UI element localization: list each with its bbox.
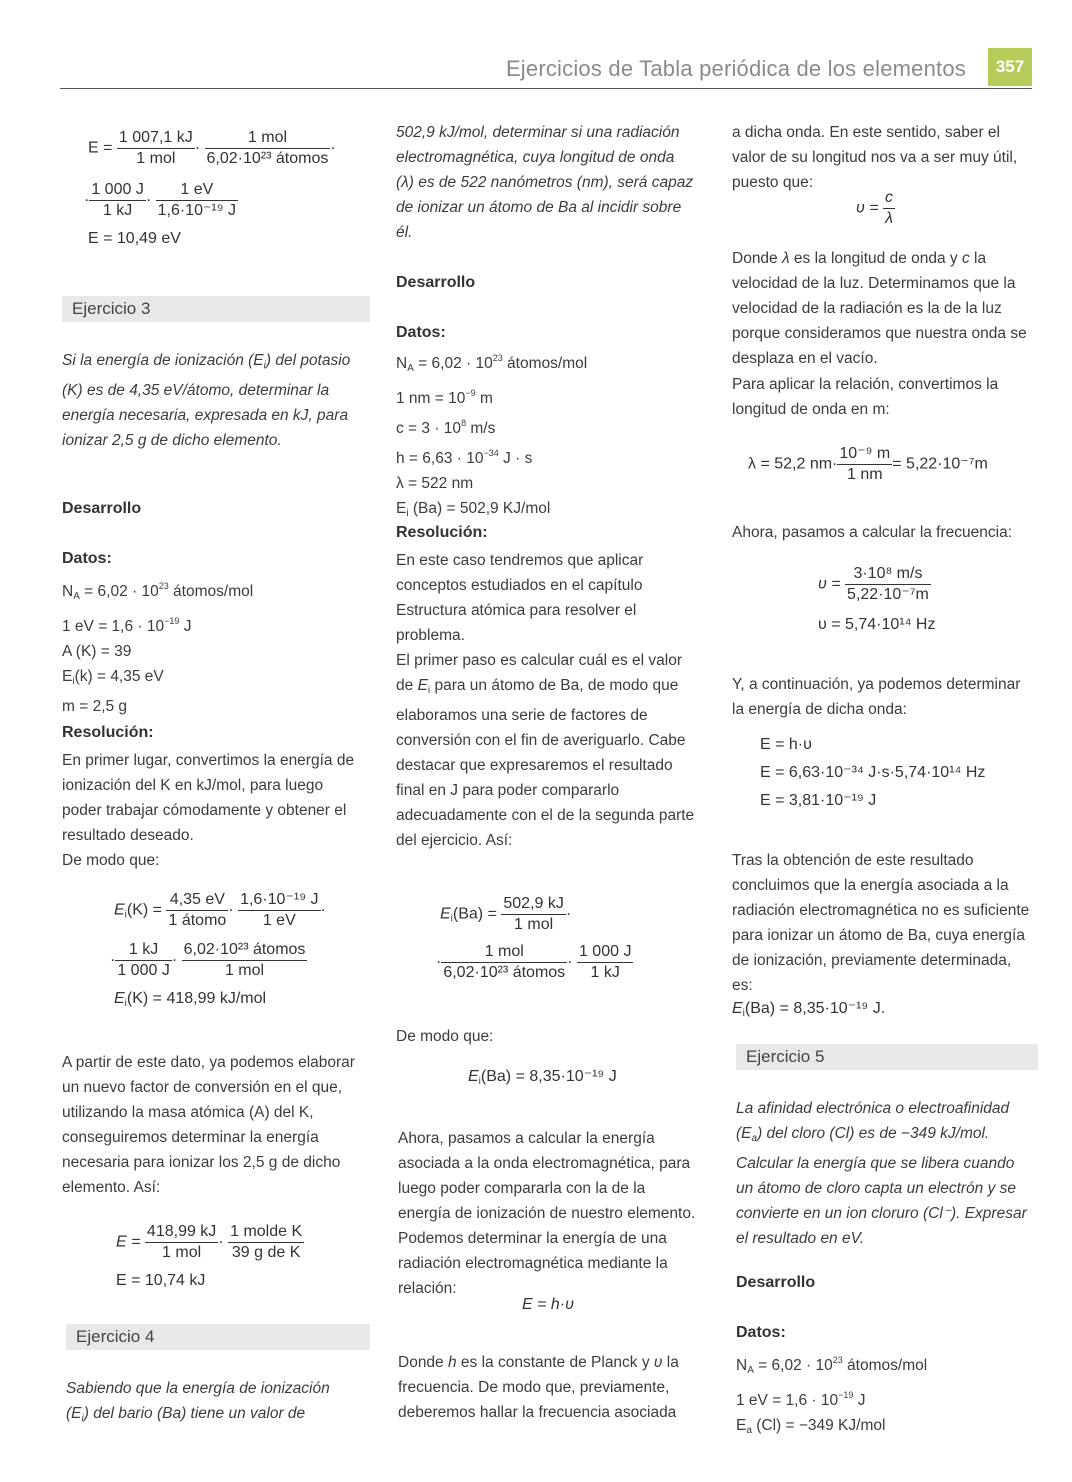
resolucion-heading: Resolución: bbox=[62, 724, 154, 741]
fraction bbox=[156, 180, 238, 221]
subscript: i bbox=[478, 1076, 481, 1087]
subscript: a bbox=[751, 1133, 758, 1144]
eq-c3-ei-final bbox=[732, 998, 885, 1019]
subscript: i bbox=[124, 998, 127, 1009]
text: = 6,02 · 10 bbox=[753, 1357, 833, 1374]
datos-heading-3: Datos: bbox=[736, 1324, 786, 1341]
subscript: i bbox=[81, 1413, 84, 1424]
text: (Ba) = 8,35·10⁻¹⁹ J bbox=[480, 1068, 617, 1085]
datos-heading-2: Datos: bbox=[396, 324, 446, 341]
paragraph-donde-lambda bbox=[732, 246, 1032, 371]
eq-c2-ei-line2: · $\frac{\text{1 mol}}{\text{6,02·10²³ átomos}}$ · $\frac{1 000 J}{1 kJ}$ bbox=[436, 943, 632, 981]
numerator: c bbox=[883, 188, 895, 209]
text: (Ba) = 502,9 KJ/mol bbox=[408, 500, 551, 517]
text: m/s bbox=[466, 420, 496, 437]
denominator: λ bbox=[885, 210, 893, 227]
subscript: A bbox=[407, 363, 414, 374]
text: E bbox=[732, 1000, 743, 1017]
denominator: 6,02·10²³ átomos bbox=[206, 150, 329, 167]
text: es la longitud de onda y bbox=[789, 250, 962, 267]
resolucion-text-2a: En este caso tendremos que aplicar conceptos estudiados en el capítulo Estructura atómica para resolver el problema. bbox=[396, 552, 644, 644]
superscript: −34 bbox=[483, 448, 499, 458]
eq-c1-ei-result bbox=[114, 990, 266, 1009]
text: para un átomo de Ba, de modo que elaboramos una serie de factores de conversión con el fin de averiguarlo. Cabe destacar que expresaremos el resultado final en J para poder compararlo adecuadamente con el de la segunda parte del ejercicio. Así: bbox=[396, 677, 695, 849]
numerator: 1 eV bbox=[156, 180, 238, 201]
eq-c3-freq bbox=[818, 564, 931, 605]
text: La afinidad electrónica o electroafinidad (E bbox=[736, 1100, 1010, 1142]
denominator: 1 átomo bbox=[168, 912, 227, 929]
text: ) del cloro (Cl) es de −349 kJ/mol. Calcular la energía que se libera cuando un átomo de cloro capta un electrón y se convierte en un ion cloruro (Cl⁻). Expresar el resultado en eV. bbox=[736, 1125, 1027, 1247]
numerator: 1 molde K bbox=[228, 1222, 304, 1243]
text: J bbox=[179, 618, 192, 635]
datos-list-2 bbox=[396, 346, 696, 526]
fraction bbox=[845, 564, 931, 605]
paragraph-a-partir: A partir de este dato, ya podemos elaborar un nuevo factor de conversión en el que, utilizando la masa atómica (A) del K, conseguiremos determinar la energía necesaria para ionizar los 2,5 g de dicho elemento. Así: bbox=[62, 1054, 355, 1196]
text: 1 nm = 10 bbox=[396, 390, 466, 407]
running-title: Ejercicios de Tabla periódica de los elementos bbox=[505, 56, 966, 81]
subscript: i bbox=[427, 685, 431, 696]
text: E bbox=[736, 1417, 747, 1434]
text: (Cl) = −349 KJ/mol bbox=[751, 1417, 886, 1434]
subscript: i bbox=[72, 676, 75, 687]
paragraph-ahora-energia: Ahora, pasamos a calcular la energía asociada a la onda electromagnética, para luego poder compararla con la de la energía de ionización de nuestro elemento. Podemos determinar la energía de una radiación electromagnética mediante la relación: bbox=[398, 1130, 696, 1297]
fraction bbox=[441, 942, 567, 983]
denominator: 1 kJ bbox=[590, 964, 620, 981]
resolucion-text-2b bbox=[396, 648, 696, 853]
subscript: i bbox=[406, 508, 409, 519]
page-header bbox=[60, 48, 1032, 89]
datos-list-3 bbox=[736, 1348, 1028, 1443]
paragraph-tras-obtencion: Tras la obtención de este resultado concluimos que la energía asociada a la radiación electromagnética no es suficiente para ionizar un átomo de Ba, cuya energía de ionización, previamente determinada, es: bbox=[732, 852, 1030, 994]
text: (Ba) = bbox=[452, 905, 497, 923]
eq-c1-top-line2: · $\frac{1 000 J}{1 kJ}$ · $\frac{1 eV}{\text{1,6·10⁻¹⁹ J}}$ bbox=[84, 181, 237, 219]
text: 1 eV = 1,6 · 10 bbox=[62, 618, 165, 635]
text: E bbox=[468, 1068, 479, 1085]
desarrollo-heading-2: Desarrollo bbox=[396, 274, 476, 291]
numerator: 4,35 eV bbox=[166, 890, 228, 911]
text: υ = bbox=[818, 575, 841, 593]
fraction bbox=[238, 890, 320, 931]
dato-ev bbox=[736, 1383, 1028, 1413]
de-modo-que: De modo que: bbox=[62, 852, 160, 869]
fraction bbox=[182, 940, 308, 981]
eq-c1-ei-line2: · $\frac{1 kJ}{1 000 J}$ · $\frac{\text{6,02·10²³ átomos}}{\text{1 mol}}$ bbox=[110, 941, 306, 979]
superscript: −19 bbox=[838, 1390, 854, 1400]
text: átomos/mol bbox=[842, 1357, 928, 1374]
text: N bbox=[736, 1357, 748, 1374]
fraction bbox=[577, 942, 633, 983]
fraction bbox=[117, 128, 195, 169]
dato-na bbox=[396, 346, 696, 381]
eq-c3-energy-a: E = h·υ bbox=[760, 736, 812, 753]
text: c = 3 · 10 bbox=[396, 420, 462, 437]
dato-nm bbox=[396, 381, 696, 411]
eq-c3-energy-b: E = 6,63·10⁻³⁴ J·s·5,74·10¹⁴ Hz bbox=[760, 764, 986, 781]
desarrollo-heading-3: Desarrollo bbox=[736, 1274, 816, 1291]
superscript: −19 bbox=[164, 616, 180, 626]
dato-ev bbox=[62, 609, 362, 639]
text: N bbox=[396, 355, 408, 372]
eq-c2-ei-line1: $E_i(Ba)$ = $\frac{502,9 kJ}{\text{1 mol}}$ · bbox=[440, 895, 572, 933]
ejercicio-4-heading: Ejercicio 4 bbox=[66, 1324, 370, 1350]
text: h bbox=[447, 1354, 457, 1371]
text: E = bbox=[116, 1233, 141, 1251]
text: 1 eV = 1,6 · 10 bbox=[736, 1392, 839, 1409]
text: h = 6,63 · 10 bbox=[396, 450, 484, 467]
numerator: 502,9 kJ bbox=[501, 894, 565, 915]
subscript: i bbox=[742, 1008, 745, 1019]
text: = 5,22·10⁻⁷m bbox=[892, 455, 988, 473]
fraction bbox=[501, 894, 565, 935]
superscript: 23 bbox=[492, 353, 503, 363]
text: (Ba) = 8,35·10⁻¹⁹ J. bbox=[744, 1000, 886, 1017]
dato-m: m = 2,5 g bbox=[62, 698, 128, 715]
eq-c1-energy-result: E = 10,74 kJ bbox=[116, 1272, 206, 1289]
subscript: a bbox=[746, 1425, 752, 1436]
eq-c1-top-line1: E = $\frac{1 007,1 kJ}{\text{1 mol}}$ · $\frac{\text{1 mol}}{\text{6,02·10²³ átomos}}$ · bbox=[88, 129, 336, 167]
denominator: 5,22·10⁻⁷m bbox=[847, 586, 929, 603]
paragraph-frecuencia: Ahora, pasamos a calcular la frecuencia: bbox=[732, 524, 1013, 541]
denominator: 1 kJ bbox=[102, 202, 133, 219]
numerator: 1 mol bbox=[441, 942, 567, 963]
dato-c bbox=[396, 411, 696, 441]
fraction bbox=[205, 128, 331, 169]
ejercicio-3-statement bbox=[62, 348, 352, 453]
denominator: 39 g de K bbox=[231, 1244, 301, 1261]
eq-c3-freq-result: υ = 5,74·10¹⁴ Hz bbox=[818, 616, 936, 633]
subscript: A bbox=[73, 591, 80, 602]
text: c bbox=[961, 250, 970, 267]
text: es la constante de Planck y bbox=[456, 1354, 654, 1371]
text: átomos/mol bbox=[168, 583, 254, 600]
de-modo-que-2: De modo que: bbox=[396, 1028, 494, 1045]
dato-h bbox=[396, 441, 696, 471]
text: la frecuencia. De modo que, previamente, deberemos hallar la frecuencia asociada bbox=[398, 1354, 679, 1421]
text: E bbox=[62, 668, 73, 685]
fraction bbox=[166, 890, 228, 931]
ejercicio-4-continuation: 502,9 kJ/mol, determinar si una radiación electromagnética, cuya longitud de onda (λ) es de 522 nanómetros (nm), será capaz de ionizar un átomo de Ba al incidir sobre él. bbox=[396, 124, 694, 241]
text: = 6,02 · 10 bbox=[79, 583, 159, 600]
text: E bbox=[440, 905, 451, 923]
superscript: 23 bbox=[158, 581, 169, 591]
page-number: 357 bbox=[988, 48, 1032, 86]
resolucion-heading-2: Resolución: bbox=[396, 524, 488, 541]
numerator: 1,6·10⁻¹⁹ J bbox=[238, 890, 320, 911]
denominator: 1 000 J bbox=[117, 962, 170, 979]
text: J bbox=[853, 1392, 866, 1409]
dato-ea bbox=[736, 1413, 1028, 1443]
eq-lhs: E = bbox=[88, 139, 113, 157]
text: ) del potasio (K) es de 4,35 eV/átomo, determinar la energía necesaria, expresada en kJ, para ionizar 2,5 g de dicho elemento. bbox=[62, 352, 351, 449]
text: Si la energía de ionización (E bbox=[62, 352, 264, 369]
text: E bbox=[396, 500, 407, 517]
paragraph-para-aplicar: Para aplicar la relación, convertimos la longitud de onda en m: bbox=[732, 376, 999, 418]
resolucion-text: En primer lugar, convertimos la energía de ionización del K en kJ/mol, para luego poder trabajar cómodamente y obtener el resultado deseado. bbox=[62, 752, 355, 844]
text: E bbox=[114, 901, 125, 919]
eq-c3-lambda bbox=[748, 444, 988, 485]
text: (k) = 4,35 eV bbox=[74, 668, 164, 685]
text: m bbox=[475, 390, 493, 407]
denominator: 1,6·10⁻¹⁹ J bbox=[157, 202, 237, 219]
numerator: 10⁻⁹ m bbox=[837, 444, 892, 465]
dato-ei bbox=[62, 664, 362, 694]
text: Donde bbox=[398, 1354, 448, 1371]
paragraph-donde-h bbox=[398, 1350, 704, 1425]
eq-c2-planck: E = h·υ bbox=[522, 1296, 574, 1313]
dato-ei bbox=[396, 496, 696, 526]
datos-list bbox=[62, 574, 362, 719]
eq-c2-ei-result bbox=[468, 1066, 617, 1087]
numerator: 1 000 J bbox=[577, 942, 633, 963]
text: λ bbox=[781, 250, 790, 267]
denominator: 6,02·10²³ átomos bbox=[443, 964, 566, 981]
text: (K) = bbox=[126, 901, 163, 919]
text: = 6,02 · 10 bbox=[413, 355, 493, 372]
paragraph-y-continuacion: Y, a continuación, ya podemos determinar la energía de dicha onda: bbox=[732, 676, 1021, 718]
subscript: i bbox=[450, 913, 453, 925]
dato-a: A (K) = 39 bbox=[62, 643, 132, 660]
superscript: −9 bbox=[465, 388, 476, 398]
denominator: 1 eV bbox=[262, 912, 296, 929]
dato-lambda: λ = 522 nm bbox=[396, 475, 474, 492]
text: J · s bbox=[498, 450, 533, 467]
datos-heading: Datos: bbox=[62, 550, 112, 567]
dato-na bbox=[736, 1348, 1028, 1383]
ejercicio-5-heading: Ejercicio 5 bbox=[736, 1044, 1038, 1070]
text: υ = bbox=[856, 199, 879, 217]
numerator: 418,99 kJ bbox=[145, 1222, 218, 1243]
text: E bbox=[114, 990, 125, 1007]
denominator: 1 mol bbox=[224, 962, 265, 979]
numerator: 6,02·10²³ átomos bbox=[182, 940, 308, 961]
dato-na bbox=[62, 574, 362, 609]
superscript: 8 bbox=[461, 418, 467, 428]
denominator: 1 mol bbox=[514, 916, 554, 933]
numerator: 1 mol bbox=[205, 128, 331, 149]
denominator: 1 mol bbox=[136, 150, 176, 167]
fraction bbox=[115, 940, 171, 981]
text: átomos/mol bbox=[502, 355, 588, 372]
ejercicio-3-heading: Ejercicio 3 bbox=[62, 296, 370, 322]
text: Sabiendo que la energía de ionización (E bbox=[66, 1380, 330, 1422]
ejercicio-5-statement bbox=[736, 1096, 1032, 1251]
eq-c1-top-result: E = 10,49 eV bbox=[88, 230, 181, 247]
eq-c1-ei-line1: $E_i(K)$ = $\frac{4,35 eV}{\text{1 átomo}}$ · $\frac{\text{1,6·10⁻¹⁹ J}}{1 eV}$ · bbox=[114, 891, 326, 929]
text: E bbox=[417, 677, 428, 694]
numerator: 1 007,1 kJ bbox=[117, 128, 195, 149]
text: (K) = 418,99 kJ/mol bbox=[126, 990, 267, 1007]
numerator: 1 000 J bbox=[89, 180, 145, 201]
text: ) del bario (Ba) tiene un valor de bbox=[83, 1405, 306, 1422]
subscript: A bbox=[747, 1365, 754, 1376]
denominator: 1 nm bbox=[847, 466, 883, 483]
fraction bbox=[883, 188, 895, 229]
superscript: 23 bbox=[832, 1355, 843, 1365]
text: Donde bbox=[732, 250, 782, 267]
fraction bbox=[837, 444, 892, 485]
denominator: 1 mol bbox=[162, 1244, 202, 1261]
numerator: 1 kJ bbox=[115, 940, 171, 961]
eq-c1-energy: E = $\frac{418,99 kJ}{\text{1 mol}}$ · $\frac{\text{1 molde K}}{\text{39 g de K}}$ bbox=[116, 1223, 303, 1261]
text: N bbox=[62, 583, 74, 600]
fraction bbox=[228, 1222, 304, 1263]
text: υ bbox=[653, 1354, 663, 1371]
fraction bbox=[145, 1222, 218, 1263]
eq-c3-velocity bbox=[856, 188, 895, 229]
ejercicio-4-statement bbox=[66, 1376, 356, 1431]
eq-c3-energy-c: E = 3,81·10⁻¹⁹ J bbox=[760, 792, 877, 809]
subscript: i bbox=[124, 909, 127, 921]
text: la velocidad de la luz. Determinamos que la velocidad de la radiación es la de la luz porque consideramos que nuestra onda se desplaza en el vacío. bbox=[732, 250, 1027, 367]
paragraph-a-dicha-onda: a dicha onda. En este sentido, saber el valor de su longitud nos va a ser muy útil, puesto que: bbox=[732, 124, 1018, 191]
text: El primer paso es calcular cuál es el valor de bbox=[396, 652, 683, 694]
numerator: 3·10⁸ m/s bbox=[845, 564, 931, 585]
fraction bbox=[89, 180, 145, 221]
desarrollo-heading: Desarrollo bbox=[62, 500, 142, 517]
text: λ = 52,2 nm· bbox=[748, 455, 838, 473]
subscript: i bbox=[263, 360, 266, 371]
